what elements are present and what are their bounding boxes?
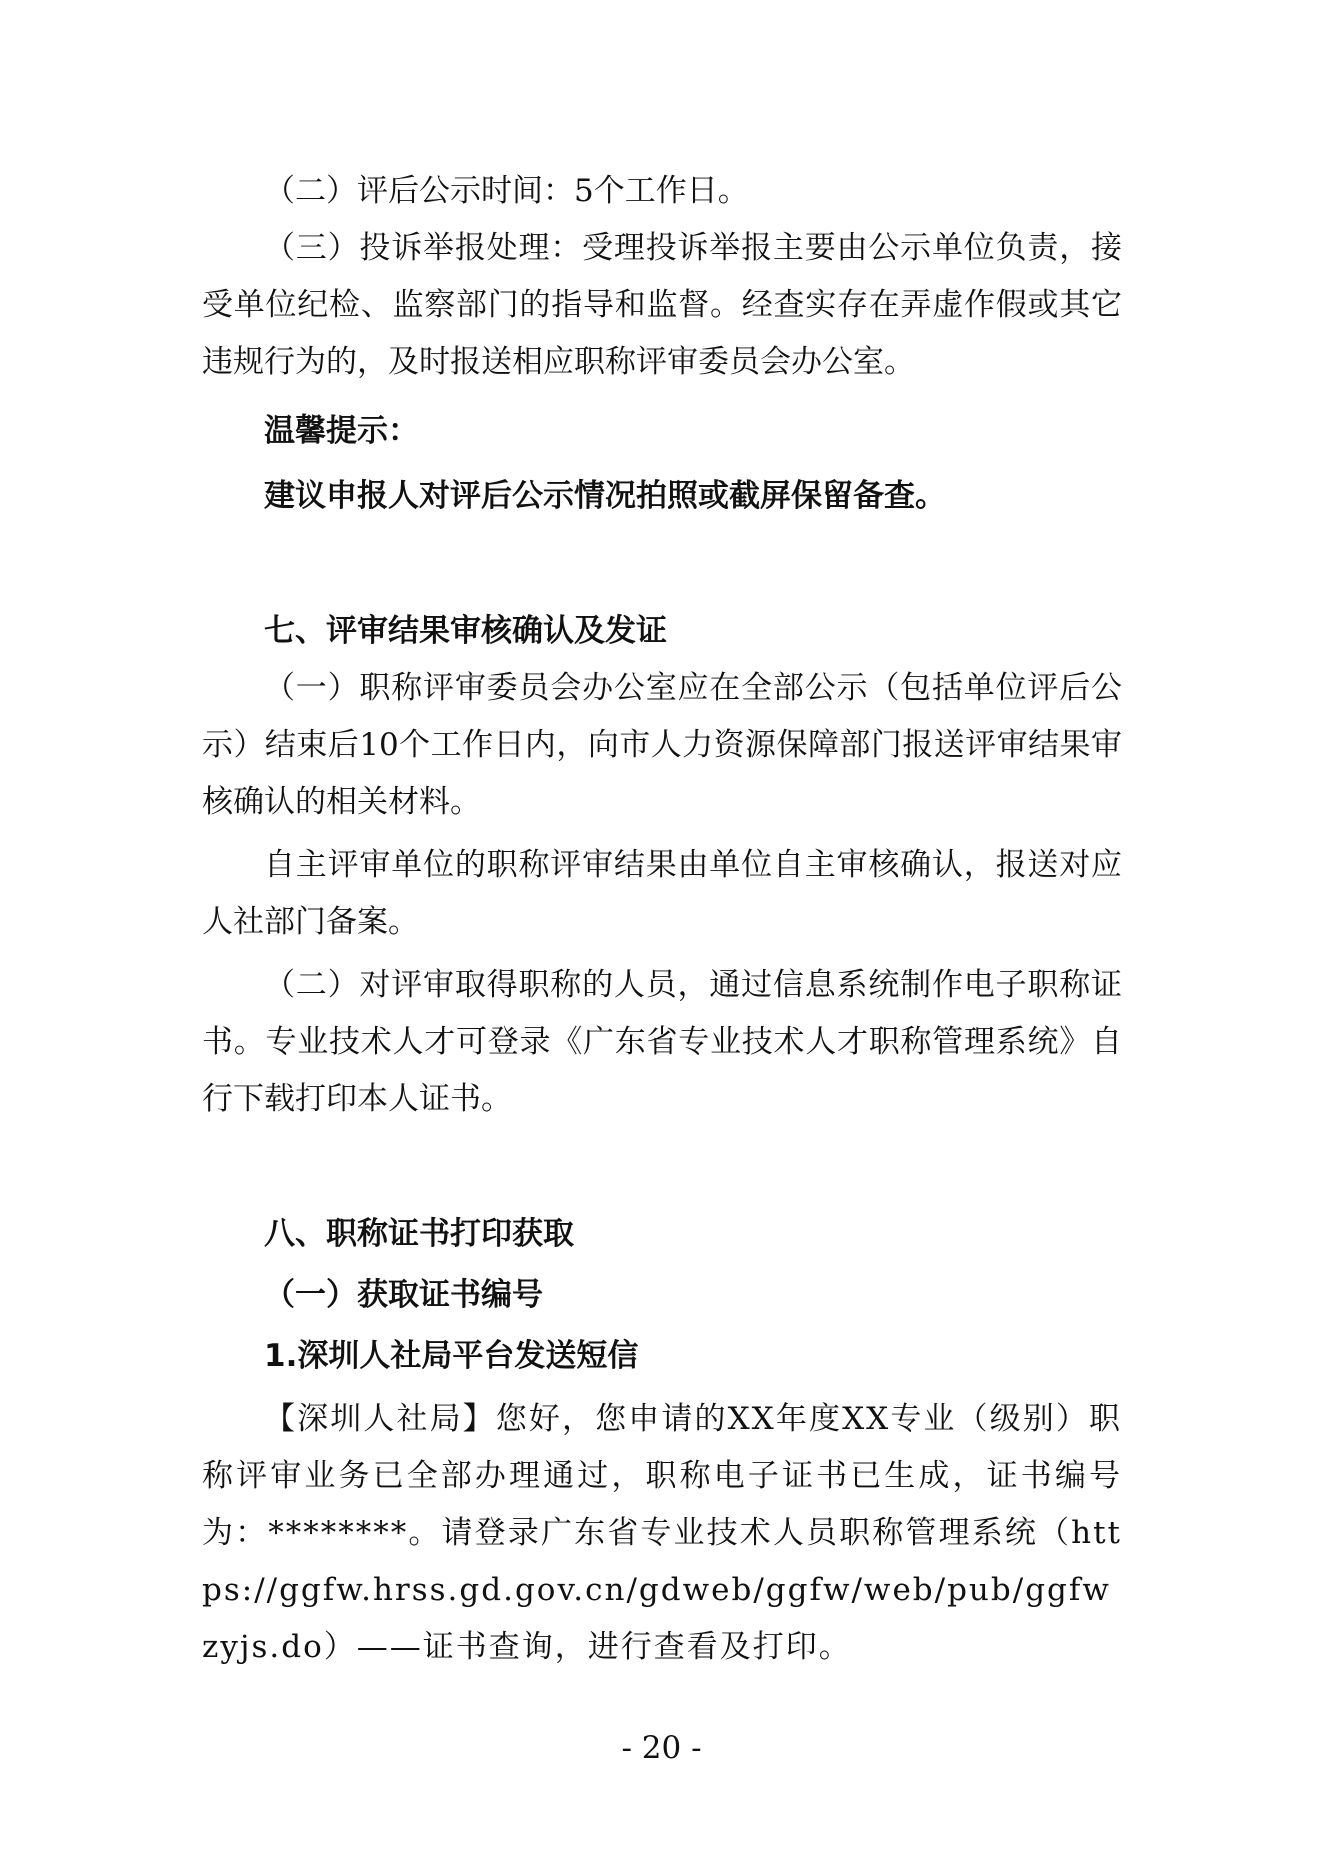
page-content (202, 163, 1122, 1676)
section-8-item-1: 1.深圳人社局平台发送短信 (264, 1338, 639, 1374)
section-7-paragraph-3: （二）对评审取得职称的人员，通过信息系统制作电子职称证书。专业技术人才可登录《广东省专业技术人才职称管理系统》自行下载打印本人证书。 (202, 967, 1122, 1117)
sms-message-paragraph: 【深圳人社局】您好，您申请的XX年度XX专业（级别）职称评审业务已全部办理通过，职称电子证书已生成，证书编号为：********。请登录广东省专业技术人员职称管理系统（https://ggfw.hrss.gd.gov.cn/gdweb/ggfw/web/pub/ggfwzyjs.do）——证书查询，进行查看及打印。 (202, 1401, 1122, 1665)
section-8-heading: 八、职称证书打印获取 (264, 1216, 574, 1252)
section-7-heading: 七、评审结果审核确认及发证 (264, 613, 667, 649)
page-number: - 20 - (621, 1730, 702, 1766)
tip-body: 建议申报人对评后公示情况拍照或截屏保留备查。 (264, 478, 946, 514)
section-7-paragraph-1: （一）职称评审委员会办公室应在全部公示（包括单位评后公示）结束后10个工作日内，向市人力资源保障部门报送评审结果审核确认的相关材料。 (202, 670, 1122, 820)
tip-title: 温馨提示： (264, 413, 419, 449)
section-7-paragraph-2: 自主评审单位的职称评审结果由单位自主审核确认，报送对应人社部门备案。 (202, 847, 1122, 940)
section-8-subheading-1: （一）获取证书编号 (264, 1277, 543, 1313)
paragraph-complaint-handling: （三）投诉举报处理：受理投诉举报主要由公示单位负责，接受单位纪检、监察部门的指导和监督。经查实存在弄虚作假或其它违规行为的，及时报送相应职称评审委员会办公室。 (202, 230, 1122, 380)
paragraph-publicity-time: （二）评后公示时间：5个工作日。 (264, 173, 749, 209)
